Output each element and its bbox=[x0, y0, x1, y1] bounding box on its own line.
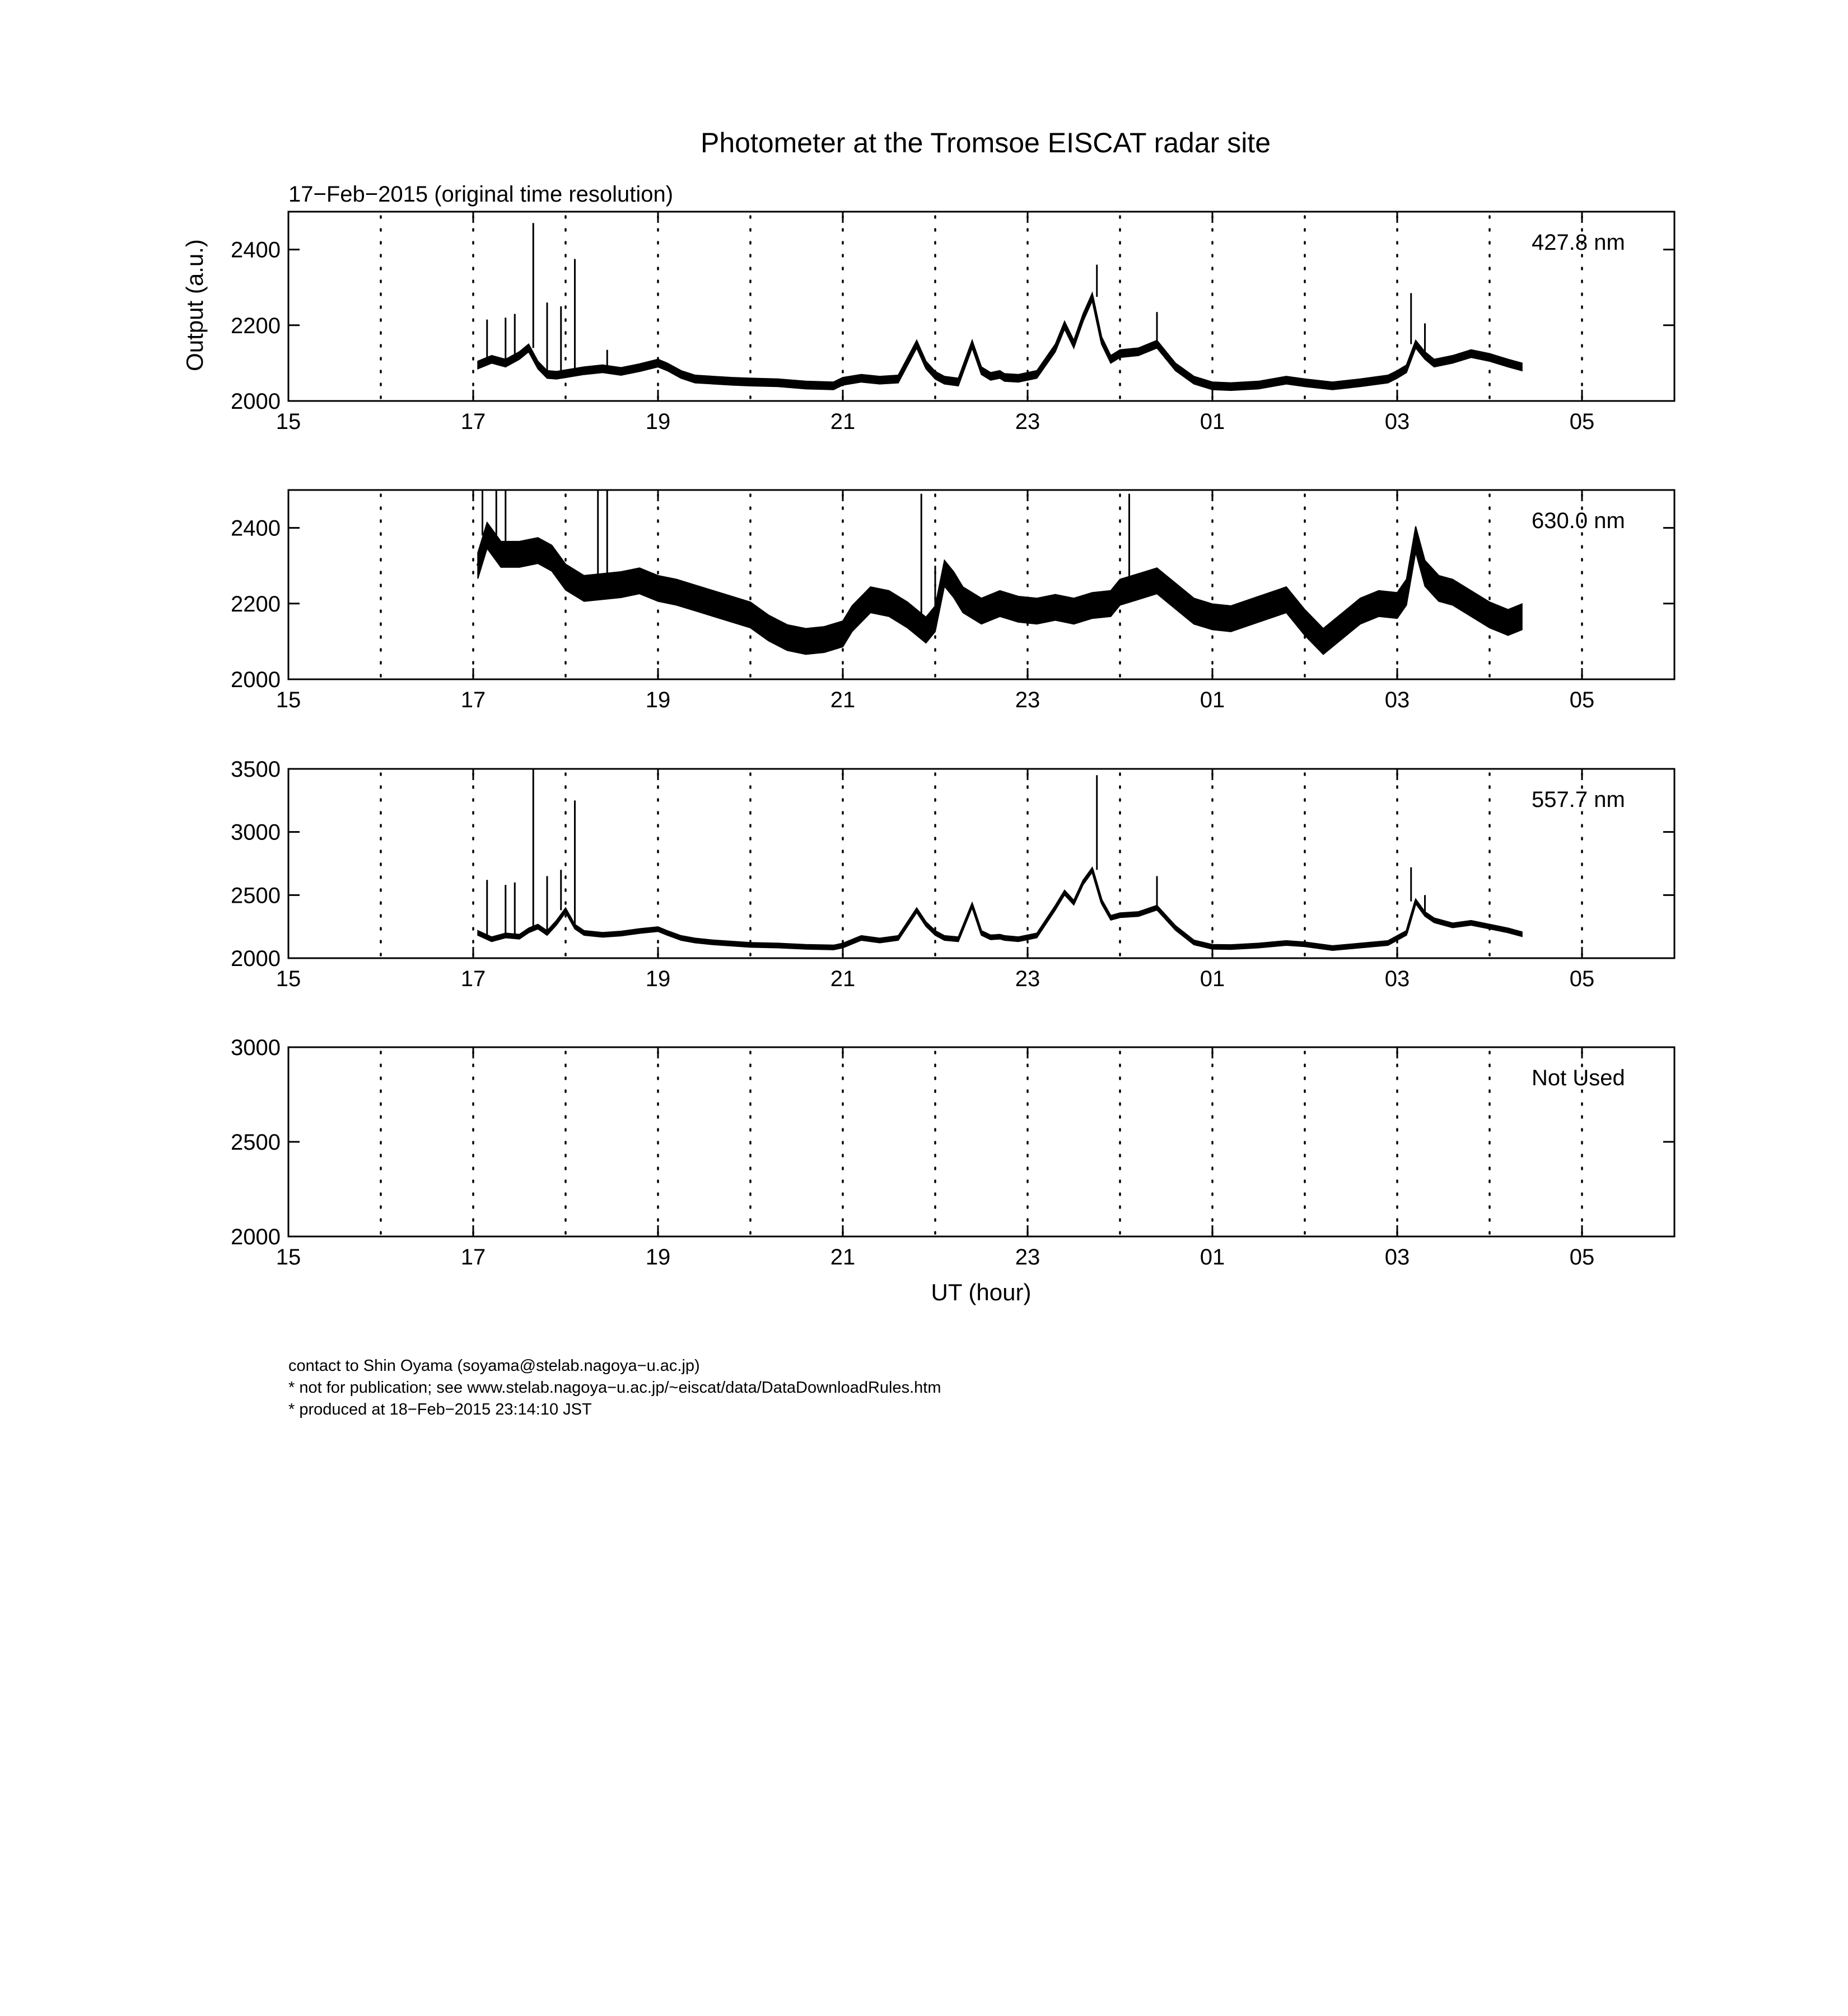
y-tick-label: 2000 bbox=[231, 1225, 281, 1249]
y-tick-label: 2400 bbox=[231, 516, 281, 541]
y-axis-label: Output (a.u.) bbox=[181, 239, 208, 371]
y-tick-label: 2400 bbox=[231, 237, 281, 263]
x-tick-label: 01 bbox=[1200, 967, 1225, 991]
y-tick-label: 3500 bbox=[231, 757, 281, 782]
panel-label: Not Used bbox=[1532, 1066, 1625, 1090]
y-tick-label: 2000 bbox=[231, 668, 281, 692]
x-tick-label: 05 bbox=[1569, 967, 1595, 991]
x-tick-label: 23 bbox=[1015, 967, 1040, 991]
x-tick-label: 19 bbox=[645, 967, 671, 991]
y-tick-label: 2500 bbox=[231, 883, 281, 908]
x-tick-label: 17 bbox=[460, 967, 486, 991]
panels-group bbox=[231, 212, 1674, 1270]
panel-frame bbox=[288, 1047, 1674, 1236]
series-group bbox=[478, 223, 1522, 390]
chart-subtitle: 17−Feb−2015 (original time resolution) bbox=[288, 182, 674, 207]
footer-contact: contact to Shin Oyama (soyama@stelab.nagoya−u.ac.jp) bbox=[288, 1357, 700, 1375]
x-tick-label: 23 bbox=[1015, 409, 1040, 434]
x-tick-label: 23 bbox=[1015, 1245, 1040, 1270]
x-tick-label: 15 bbox=[276, 688, 301, 712]
y-tick-label: 2500 bbox=[231, 1130, 281, 1155]
x-tick-label: 03 bbox=[1384, 409, 1410, 434]
x-tick-label: 01 bbox=[1200, 409, 1225, 434]
x-tick-label: 17 bbox=[460, 409, 486, 434]
chart-title: Photometer at the Tromsoe EISCAT radar site bbox=[700, 127, 1271, 158]
panel-3 bbox=[231, 757, 1674, 991]
footer-rules: * not for publication; see www.stelab.nagoya−u.ac.jp/~eiscat/data/DataDownloadRules.htm bbox=[288, 1379, 941, 1397]
x-axis-label: UT (hour) bbox=[931, 1279, 1032, 1305]
x-tick-label: 03 bbox=[1384, 967, 1410, 991]
x-tick-label: 05 bbox=[1569, 1245, 1595, 1270]
x-tick-label: 21 bbox=[830, 1245, 856, 1270]
panel-label: 557.7 nm bbox=[1532, 787, 1625, 812]
x-tick-label: 01 bbox=[1200, 688, 1225, 712]
series-group bbox=[478, 769, 1522, 950]
series-line bbox=[478, 297, 1522, 386]
x-tick-label: 23 bbox=[1015, 688, 1040, 712]
series-line bbox=[478, 870, 1522, 948]
series-band bbox=[478, 522, 1522, 654]
x-tick-label: 15 bbox=[276, 1245, 301, 1270]
panel-label: 427.8 nm bbox=[1532, 230, 1625, 255]
x-tick-label: 17 bbox=[460, 688, 486, 712]
panel-2 bbox=[231, 490, 1674, 712]
x-tick-label: 21 bbox=[830, 409, 856, 434]
x-tick-label: 01 bbox=[1200, 1245, 1225, 1270]
x-tick-label: 21 bbox=[830, 688, 856, 712]
y-tick-label: 2000 bbox=[231, 389, 281, 414]
x-tick-label: 19 bbox=[645, 688, 671, 712]
x-tick-label: 21 bbox=[830, 967, 856, 991]
panel-1 bbox=[231, 212, 1674, 434]
x-tick-label: 19 bbox=[645, 409, 671, 434]
y-tick-label: 2000 bbox=[231, 946, 281, 971]
panel-label: 630.0 nm bbox=[1532, 508, 1625, 533]
x-tick-label: 15 bbox=[276, 409, 301, 434]
series-group bbox=[478, 490, 1522, 654]
x-tick-label: 03 bbox=[1384, 1245, 1410, 1270]
panel-4 bbox=[231, 1035, 1674, 1270]
y-tick-label: 3000 bbox=[231, 820, 281, 845]
x-tick-label: 17 bbox=[460, 1245, 486, 1270]
x-tick-label: 15 bbox=[276, 967, 301, 991]
x-tick-label: 03 bbox=[1384, 688, 1410, 712]
footer-produced: * produced at 18−Feb−2015 23:14:10 JST bbox=[288, 1401, 592, 1418]
y-tick-label: 2200 bbox=[231, 313, 281, 338]
x-tick-label: 19 bbox=[645, 1245, 671, 1270]
y-tick-label: 2200 bbox=[231, 591, 281, 617]
x-tick-label: 05 bbox=[1569, 409, 1595, 434]
x-tick-label: 05 bbox=[1569, 688, 1595, 712]
y-tick-label: 3000 bbox=[231, 1035, 281, 1060]
